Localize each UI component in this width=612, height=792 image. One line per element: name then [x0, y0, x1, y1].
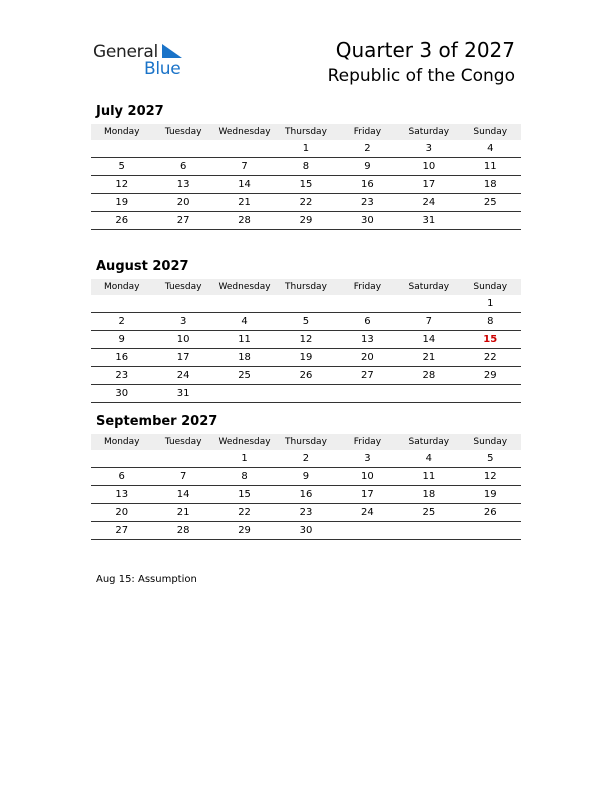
day-cell: 28 — [152, 522, 213, 540]
day-cell: 5 — [460, 450, 521, 468]
weekday-header: Monday — [91, 434, 152, 450]
week-row — [91, 140, 521, 158]
weekday-header: Tuesday — [152, 279, 213, 295]
day-cell: 22 — [460, 349, 521, 367]
day-cell: 27 — [152, 212, 213, 230]
empty-day-cell — [398, 522, 459, 540]
week-row — [91, 313, 521, 331]
weekday-header: Sunday — [460, 434, 521, 450]
weekday-header: Saturday — [398, 279, 459, 295]
day-cell: 23 — [91, 367, 152, 385]
day-cell: 18 — [460, 176, 521, 194]
day-cell: 1 — [275, 140, 336, 158]
day-cell: 11 — [214, 331, 275, 349]
day-cell: 13 — [152, 176, 213, 194]
calendar-table — [91, 434, 521, 540]
empty-day-cell — [152, 295, 213, 313]
day-cell: 8 — [275, 158, 336, 176]
day-cell: 7 — [398, 313, 459, 331]
day-cell: 10 — [337, 468, 398, 486]
empty-day-cell — [398, 295, 459, 313]
week-row — [91, 158, 521, 176]
week-row — [91, 367, 521, 385]
empty-day-cell — [214, 140, 275, 158]
empty-day-cell — [460, 522, 521, 540]
month-title: August 2027 — [96, 259, 189, 274]
empty-day-cell — [91, 295, 152, 313]
weekday-header: Friday — [337, 124, 398, 140]
day-cell: 27 — [337, 367, 398, 385]
day-cell: 21 — [398, 349, 459, 367]
day-cell: 9 — [275, 468, 336, 486]
holiday-footnote: Aug 15: Assumption — [96, 574, 197, 585]
weekday-header: Friday — [337, 434, 398, 450]
day-cell: 16 — [337, 176, 398, 194]
empty-day-cell — [337, 522, 398, 540]
week-row — [91, 450, 521, 468]
day-cell: 25 — [214, 367, 275, 385]
weekday-header-row — [91, 124, 521, 140]
empty-day-cell — [398, 385, 459, 403]
day-cell: 26 — [460, 504, 521, 522]
day-cell: 9 — [91, 331, 152, 349]
day-cell: 18 — [214, 349, 275, 367]
day-cell: 21 — [152, 504, 213, 522]
empty-day-cell — [337, 385, 398, 403]
day-cell: 24 — [398, 194, 459, 212]
empty-day-cell — [275, 295, 336, 313]
weekday-header: Sunday — [460, 124, 521, 140]
empty-day-cell — [275, 385, 336, 403]
month-september — [91, 414, 521, 540]
day-cell: 11 — [398, 468, 459, 486]
day-cell: 11 — [460, 158, 521, 176]
day-cell: 14 — [398, 331, 459, 349]
day-cell: 20 — [152, 194, 213, 212]
day-cell: 23 — [275, 504, 336, 522]
weekday-header: Tuesday — [152, 434, 213, 450]
day-cell: 21 — [214, 194, 275, 212]
logo-text-blue: Blue — [144, 59, 181, 79]
day-cell: 6 — [91, 468, 152, 486]
day-cell: 13 — [337, 331, 398, 349]
day-cell: 3 — [398, 140, 459, 158]
day-cell: 12 — [91, 176, 152, 194]
day-cell: 29 — [275, 212, 336, 230]
day-cell: 20 — [337, 349, 398, 367]
day-cell: 4 — [460, 140, 521, 158]
day-cell: 1 — [214, 450, 275, 468]
week-row — [91, 504, 521, 522]
logo-text-general: General — [93, 42, 158, 62]
weekday-header: Friday — [337, 279, 398, 295]
day-cell: 7 — [152, 468, 213, 486]
day-cell: 22 — [275, 194, 336, 212]
day-cell: 17 — [398, 176, 459, 194]
weekday-header: Wednesday — [214, 124, 275, 140]
day-cell: 3 — [337, 450, 398, 468]
day-cell: 8 — [214, 468, 275, 486]
day-cell: 23 — [337, 194, 398, 212]
day-cell: 5 — [91, 158, 152, 176]
day-cell: 4 — [214, 313, 275, 331]
empty-day-cell — [214, 295, 275, 313]
day-cell: 5 — [275, 313, 336, 331]
day-cell: 30 — [337, 212, 398, 230]
day-cell: 6 — [152, 158, 213, 176]
week-row — [91, 385, 521, 403]
logo-flag-icon — [162, 44, 182, 58]
weekday-header: Sunday — [460, 279, 521, 295]
day-cell: 28 — [214, 212, 275, 230]
day-cell: 10 — [152, 331, 213, 349]
day-cell: 12 — [460, 468, 521, 486]
day-cell: 17 — [152, 349, 213, 367]
empty-day-cell — [152, 140, 213, 158]
calendar-table — [91, 279, 521, 403]
week-row — [91, 522, 521, 540]
empty-day-cell — [460, 212, 521, 230]
weekday-header: Wednesday — [214, 279, 275, 295]
day-cell: 3 — [152, 313, 213, 331]
day-cell: 25 — [460, 194, 521, 212]
day-cell: 2 — [337, 140, 398, 158]
weekday-header: Monday — [91, 124, 152, 140]
week-row — [91, 486, 521, 504]
day-cell: 29 — [214, 522, 275, 540]
day-cell: 2 — [275, 450, 336, 468]
day-cell: 19 — [460, 486, 521, 504]
day-cell: 22 — [214, 504, 275, 522]
page-subtitle: Republic of the Congo — [327, 66, 515, 86]
day-cell: 31 — [152, 385, 213, 403]
calendar-table — [91, 124, 521, 230]
day-cell: 6 — [337, 313, 398, 331]
day-cell: 1 — [460, 295, 521, 313]
day-cell: 29 — [460, 367, 521, 385]
weekday-header: Wednesday — [214, 434, 275, 450]
day-cell: 7 — [214, 158, 275, 176]
day-cell: 8 — [460, 313, 521, 331]
month-august — [91, 259, 521, 403]
day-cell: 26 — [275, 367, 336, 385]
day-cell: 4 — [398, 450, 459, 468]
empty-day-cell — [91, 140, 152, 158]
day-cell: 10 — [398, 158, 459, 176]
weekday-header: Saturday — [398, 124, 459, 140]
day-cell: 19 — [91, 194, 152, 212]
empty-day-cell — [214, 385, 275, 403]
day-cell: 16 — [91, 349, 152, 367]
weekday-header-row — [91, 434, 521, 450]
empty-day-cell — [91, 450, 152, 468]
week-row — [91, 176, 521, 194]
weekday-header: Tuesday — [152, 124, 213, 140]
day-cell: 18 — [398, 486, 459, 504]
day-cell: 16 — [275, 486, 336, 504]
day-cell: 26 — [91, 212, 152, 230]
day-cell: 12 — [275, 331, 336, 349]
day-cell: 2 — [91, 313, 152, 331]
weekday-header: Monday — [91, 279, 152, 295]
weekday-header-row — [91, 279, 521, 295]
empty-day-cell — [460, 385, 521, 403]
weekday-header: Thursday — [275, 434, 336, 450]
day-cell: 24 — [337, 504, 398, 522]
logo — [93, 40, 193, 80]
day-cell: 19 — [275, 349, 336, 367]
week-row — [91, 468, 521, 486]
weekday-header: Saturday — [398, 434, 459, 450]
day-cell: 14 — [152, 486, 213, 504]
week-row — [91, 331, 521, 349]
page-title: Quarter 3 of 2027 — [335, 38, 515, 62]
empty-day-cell — [337, 295, 398, 313]
month-title: July 2027 — [96, 104, 164, 119]
day-cell: 30 — [275, 522, 336, 540]
day-cell: 30 — [91, 385, 152, 403]
day-cell: 15 — [214, 486, 275, 504]
week-row — [91, 194, 521, 212]
weekday-header: Thursday — [275, 124, 336, 140]
holiday-day-cell: 15 — [460, 331, 521, 349]
weekday-header: Thursday — [275, 279, 336, 295]
month-title: September 2027 — [96, 414, 218, 429]
day-cell: 17 — [337, 486, 398, 504]
day-cell: 24 — [152, 367, 213, 385]
week-row — [91, 295, 521, 313]
day-cell: 9 — [337, 158, 398, 176]
day-cell: 13 — [91, 486, 152, 504]
day-cell: 31 — [398, 212, 459, 230]
empty-day-cell — [152, 450, 213, 468]
week-row — [91, 349, 521, 367]
day-cell: 27 — [91, 522, 152, 540]
day-cell: 25 — [398, 504, 459, 522]
day-cell: 20 — [91, 504, 152, 522]
day-cell: 14 — [214, 176, 275, 194]
day-cell: 28 — [398, 367, 459, 385]
month-july — [91, 104, 521, 230]
week-row — [91, 212, 521, 230]
day-cell: 15 — [275, 176, 336, 194]
